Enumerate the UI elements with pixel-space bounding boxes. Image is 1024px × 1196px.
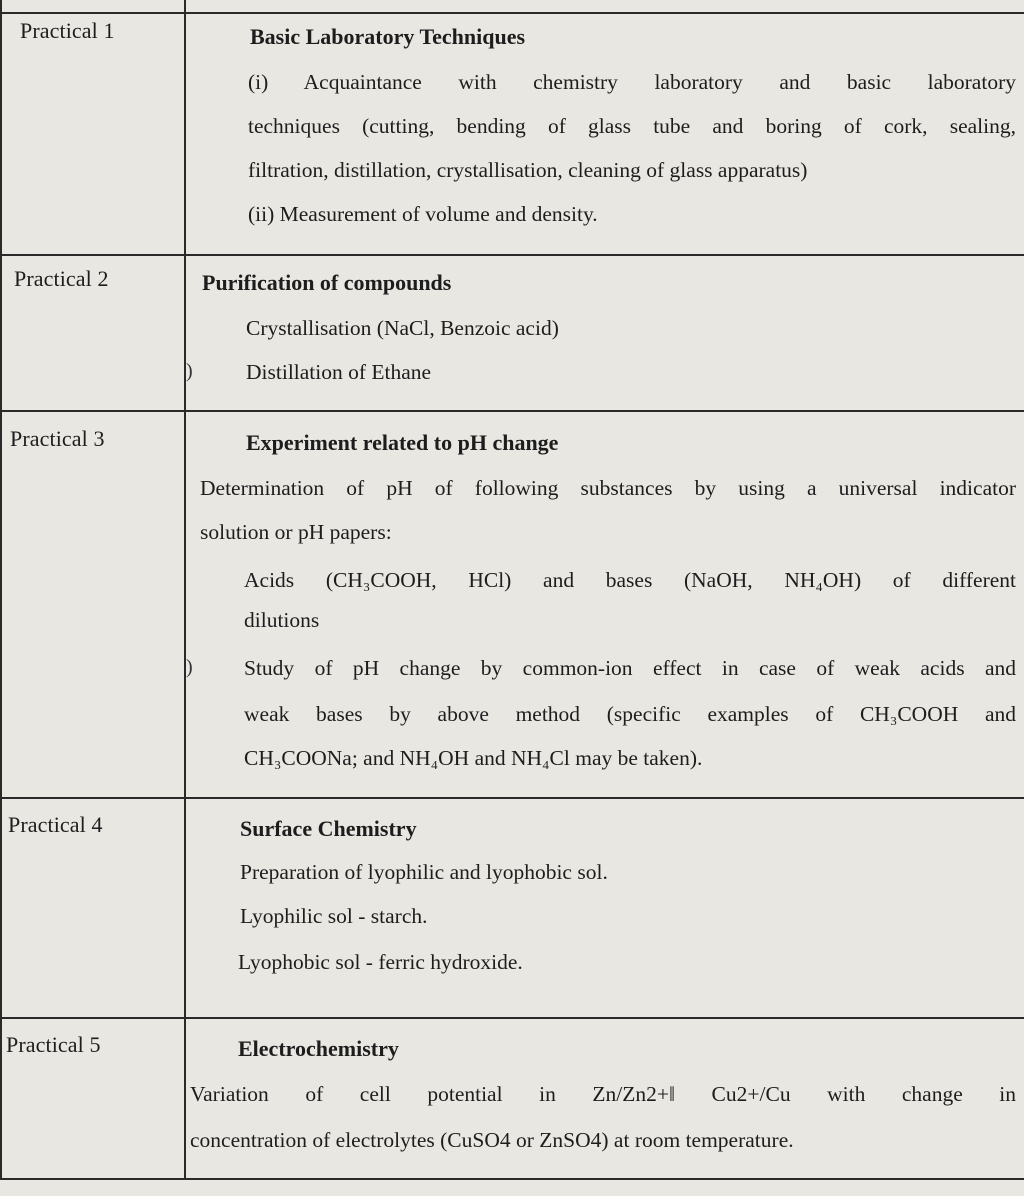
- practical-text-line: Acids (CH₃COOH, HCl) and bases (NaOH, NH₄OH) of different: [244, 568, 1016, 592]
- practical-label: Practical 1: [20, 18, 115, 43]
- row-divider: [0, 1017, 1024, 1019]
- list-marker-fragment: ): [186, 360, 193, 382]
- practical-text-line: Lyophilic sol - starch.: [240, 904, 428, 928]
- practical-title: Basic Laboratory Techniques: [250, 24, 526, 49]
- practical-text-line: Lyophobic sol - ferric hydroxide.: [238, 950, 523, 974]
- row-divider: [0, 797, 1024, 799]
- practical-label: Practical 5: [6, 1032, 101, 1057]
- practical-text-line: CH₃COONa; and NH₄OH and NH₄Cl may be taken).: [244, 746, 703, 770]
- practical-text-line: Preparation of lyophilic and lyophobic sol.: [240, 860, 608, 884]
- practical-text-line: Crystallisation (NaCl, Benzoic acid): [246, 316, 559, 340]
- practical-text-line: concentration of electrolytes (CuSO4 or ZnSO4) at room temperature.: [190, 1128, 794, 1152]
- table-top-border: [0, 12, 1024, 14]
- row-divider: [0, 410, 1024, 412]
- practical-text-line: solution or pH papers:: [200, 520, 392, 544]
- practical-text-line: Variation of cell potential in Zn/Zn2+‖ Cu2+/Cu with change in: [190, 1082, 1016, 1106]
- list-marker-fragment: ): [186, 656, 193, 678]
- practical-label: Practical 4: [8, 812, 103, 837]
- table-left-border: [0, 0, 2, 1180]
- practical-title: Surface Chemistry: [240, 816, 417, 841]
- practical-text-line: dilutions: [244, 608, 320, 632]
- practical-text-line: weak bases by above method (specific examples of CH₃COOH and: [244, 702, 1016, 726]
- practical-label: Practical 2: [14, 266, 109, 291]
- practical-title: Experiment related to pH change: [246, 430, 559, 455]
- practical-text-line: filtration, distillation, crystallisation, cleaning of glass apparatus): [248, 158, 808, 182]
- practical-text-line: Study of pH change by common-ion effect in case of weak acids and: [244, 656, 1016, 680]
- practical-text-line: Determination of pH of following substances by using a universal indicator: [200, 476, 1016, 500]
- row-divider: [0, 254, 1024, 256]
- column-divider: [184, 0, 186, 1180]
- practical-text-line: (ii) Measurement of volume and density.: [248, 202, 598, 226]
- practical-text-line: (i) Acquaintance with chemistry laboratory and basic laboratory: [248, 70, 1016, 94]
- table-bottom-border: [0, 1178, 1024, 1180]
- practical-label: Practical 3: [10, 426, 105, 451]
- practical-text-line: Distillation of Ethane: [246, 360, 432, 384]
- practical-title: Purification of compounds: [202, 270, 452, 295]
- practical-title: Electrochemistry: [238, 1036, 399, 1061]
- practical-text-line: techniques (cutting, bending of glass tube and boring of cork, sealing,: [248, 114, 1016, 138]
